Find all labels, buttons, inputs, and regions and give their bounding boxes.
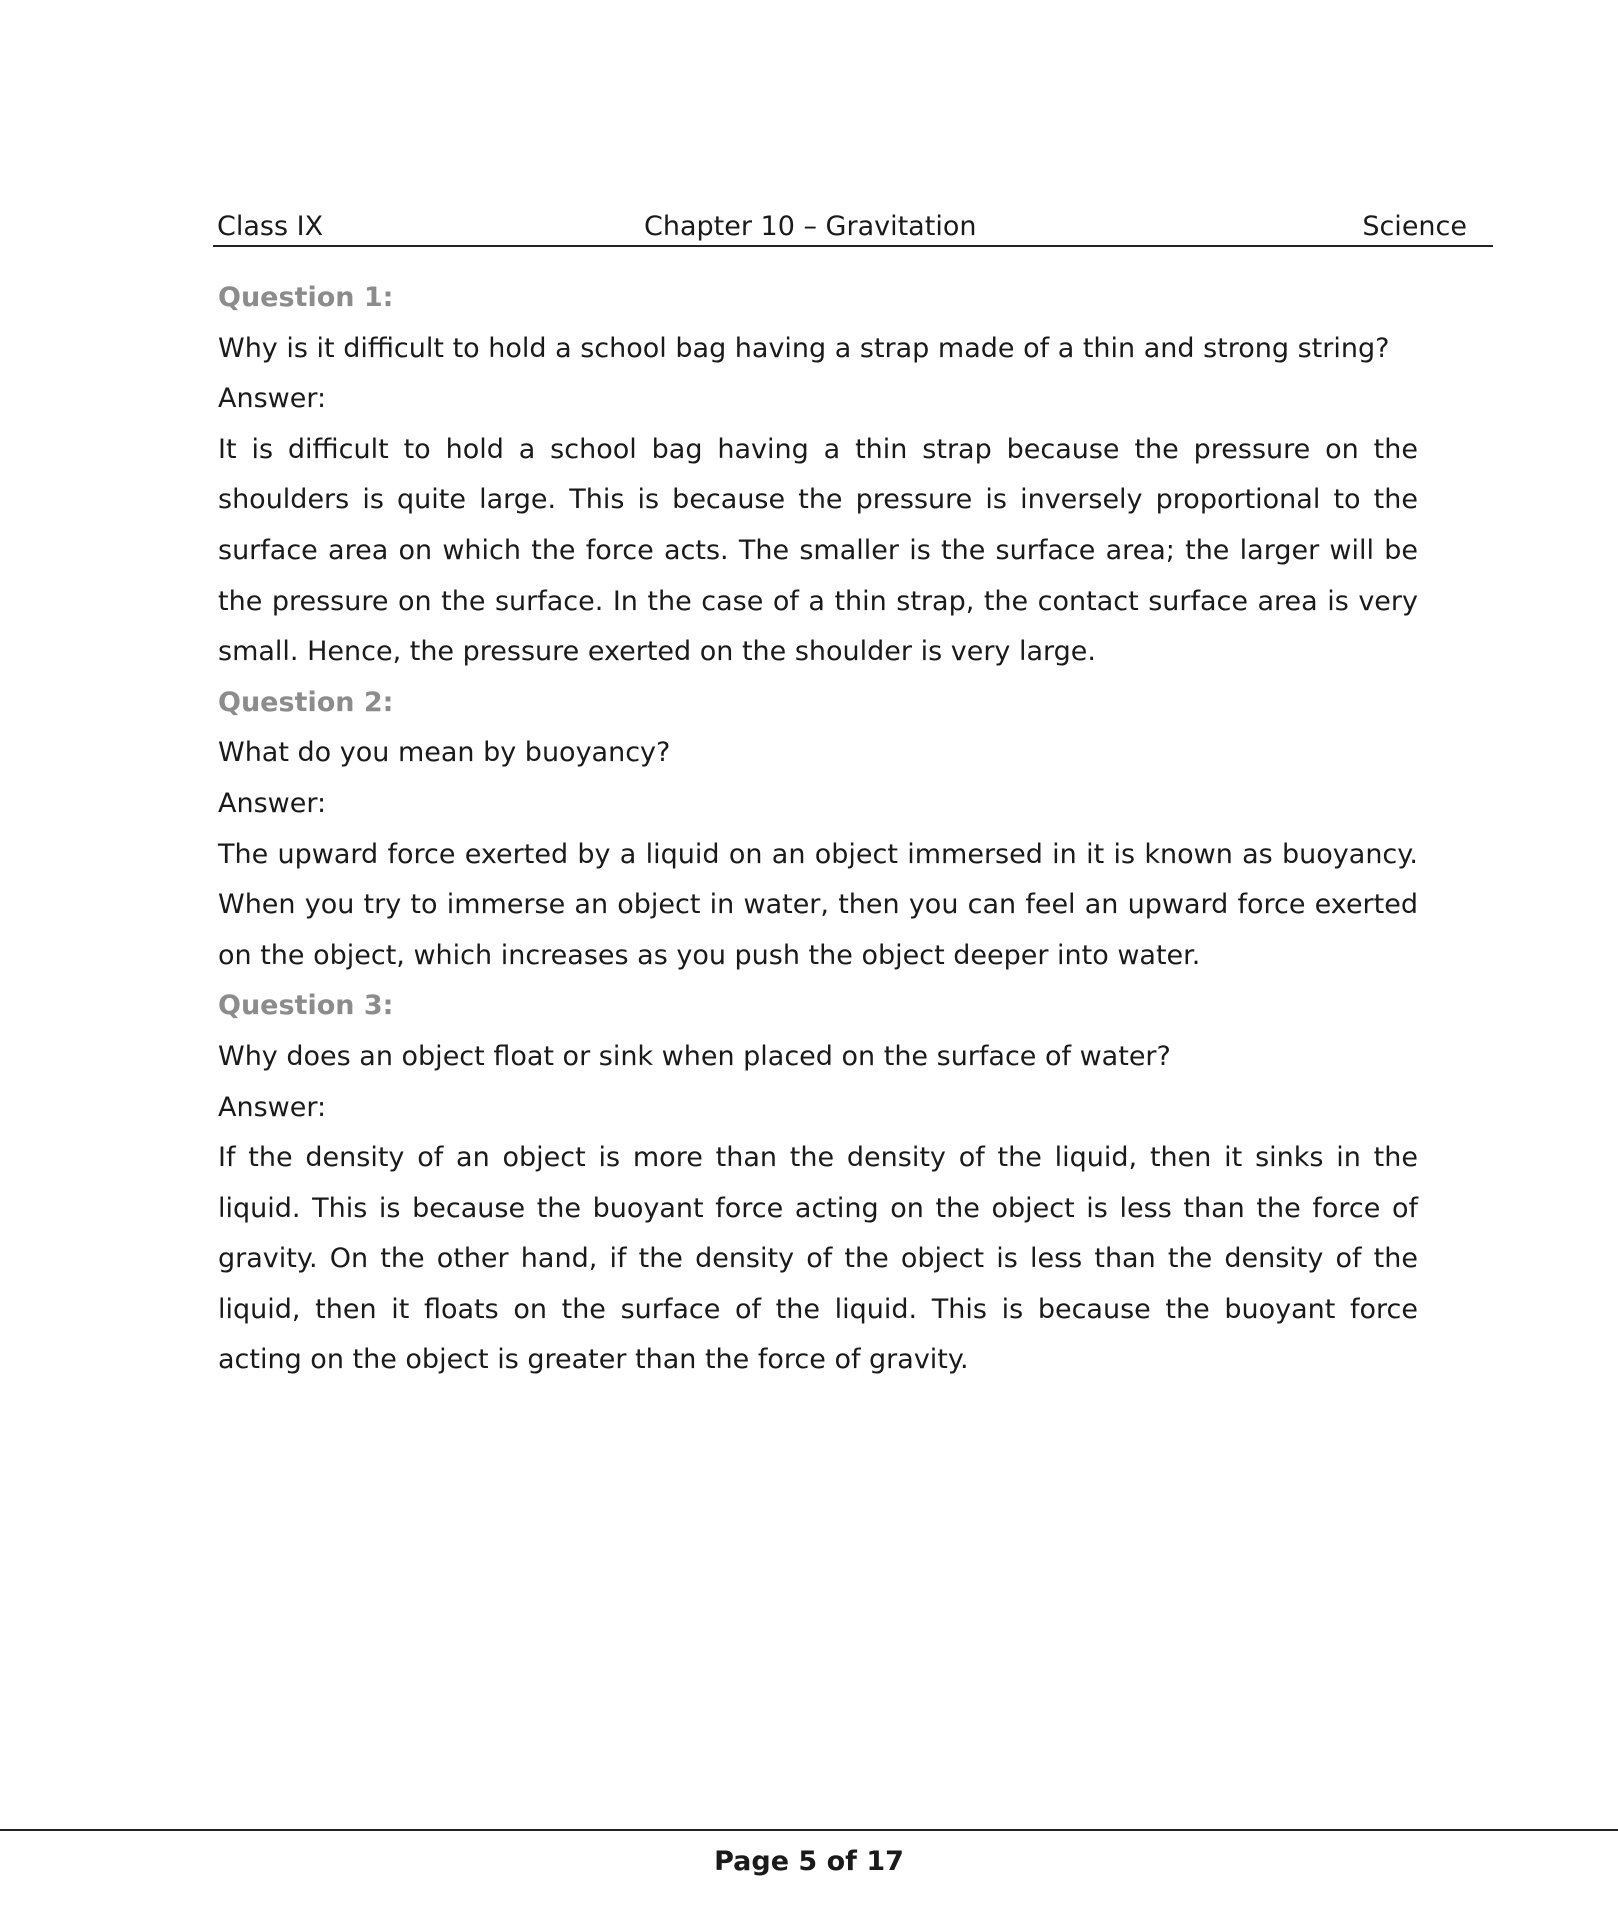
- question-text: What do you mean by buoyancy?: [218, 737, 671, 769]
- question-block-3: [218, 981, 1418, 1386]
- header-class: Class IX: [217, 211, 324, 242]
- answer-text: The upward force exerted by a liquid on an object immersed in it is known as buoyancy. When you try to immerse an object in water, then you can feel an upward force exerted on the object, which increases as you push the object deeper into water.: [218, 838, 1418, 971]
- page-number: Page 5 of 17: [714, 1846, 904, 1877]
- question-block-1: [218, 273, 1418, 678]
- question-text: Why is it difficult to hold a school bag having a strap made of a thin and strong string?: [218, 332, 1390, 364]
- answer-label: Answer:: [218, 787, 327, 819]
- page-content: [218, 273, 1418, 1386]
- header-chapter: Chapter 10 – Gravitation: [644, 211, 977, 242]
- question-text: Why does an object float or sink when placed on the surface of water?: [218, 1040, 1171, 1072]
- header-subject: Science: [1362, 211, 1467, 242]
- answer-text: If the density of an object is more than the density of the liquid, then it sinks in the liquid. This is because the buoyant force acting on the object is less than the force of gravity. On the other hand, if the density of the object is less than the density of the liquid, then it floats on the surface of the liquid. This is because the buoyant force acting on the object is greater than the force of gravity.: [218, 1142, 1418, 1376]
- question-block-2: [218, 678, 1418, 982]
- question-label: Question 3:: [218, 990, 394, 1022]
- question-label: Question 1:: [218, 282, 394, 313]
- footer-divider: [0, 1829, 1618, 1831]
- answer-label: Answer:: [218, 383, 327, 415]
- answer-text: It is difficult to hold a school bag having a thin strap because the pressure on the shoulders is quite large. This is because the pressure is inversely proportional to the surface area on which the force acts. The smaller is the surface area; the larger will be the pressure on the surface. In the case of a thin strap, the contact surface area is very small. Hence, the pressure exerted on the shoulder is very large.: [218, 433, 1418, 668]
- page-header: [213, 205, 1493, 247]
- answer-label: Answer:: [218, 1091, 327, 1123]
- question-label: Question 2:: [218, 686, 394, 718]
